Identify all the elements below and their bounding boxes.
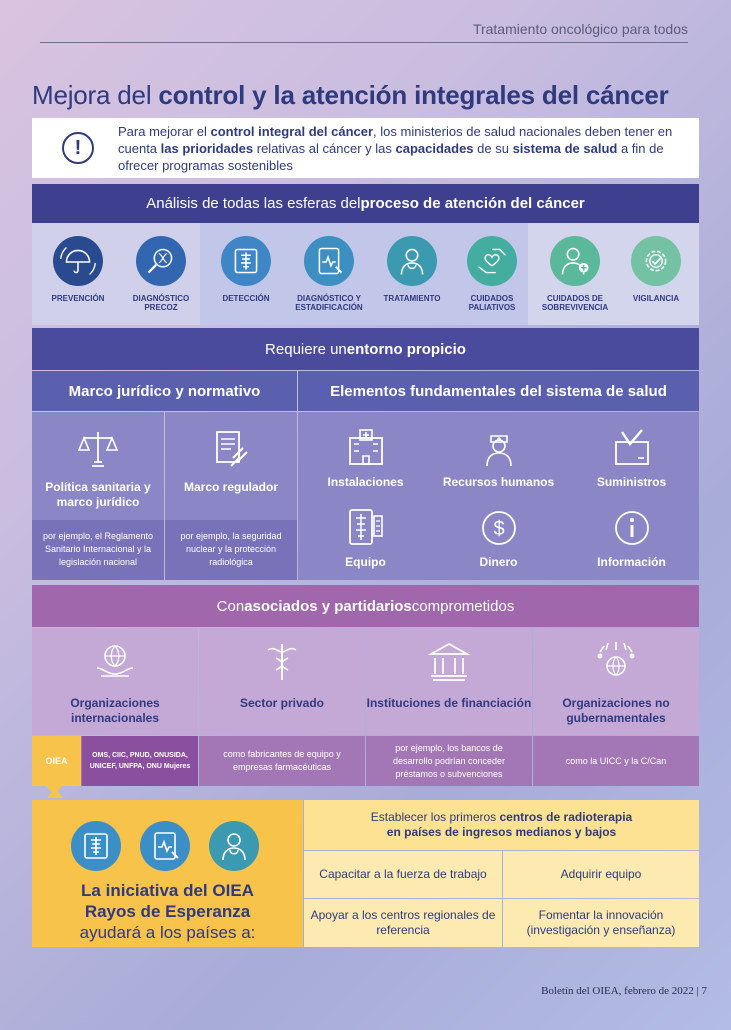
process-band <box>32 223 699 325</box>
rays-goal-centers: Establecer los primeros centros de radioterapia en países de ingresos medianos y bajos <box>304 800 699 850</box>
legal-item-2 <box>165 426 297 495</box>
exclamation-icon: ! <box>62 132 94 164</box>
process-step-6 <box>446 223 538 325</box>
process-step-label: PREVENCIÓN <box>51 294 105 303</box>
process-step-8 <box>610 223 702 325</box>
hospital-icon <box>342 424 390 470</box>
clipboard-chart-icon <box>139 820 191 872</box>
legal-header: Marco jurídico y normativo <box>32 371 297 411</box>
process-step-label: CUIDADOS DE SOBREVIVENCIA <box>541 294 609 312</box>
rays-goal-2: Adquirir equipo <box>503 851 699 898</box>
process-step-7 <box>529 223 621 325</box>
partner-item-title: Instituciones de financiación <box>366 696 532 710</box>
supplies-box-icon <box>608 424 656 470</box>
health-element-label: Instalaciones <box>327 475 404 489</box>
partner-item-4 <box>533 638 699 726</box>
health-element-3 <box>564 424 699 490</box>
process-step-label: VIGILANCIA <box>632 294 680 303</box>
partner-item-2 <box>199 638 365 711</box>
legal-item-1 <box>32 426 164 510</box>
info-icon <box>608 504 656 550</box>
scales-icon <box>74 426 122 472</box>
page-title-part2: control y la atención integrales del cáncer <box>158 80 669 110</box>
doctor-icon <box>208 820 260 872</box>
xray-spine-icon <box>70 820 122 872</box>
process-header: Análisis de todas las esferas del proceso de atención del cáncer <box>32 184 699 223</box>
partner-item-note: como fabricantes de equipo y empresas farmacéuticas <box>223 749 341 772</box>
partner-item-3 <box>366 638 532 711</box>
process-step-1 <box>32 223 124 325</box>
health-system-header: Elementos fundamentales del sistema de salud <box>298 371 699 411</box>
process-step-3 <box>200 223 292 325</box>
health-element-label: Dinero <box>479 555 518 569</box>
process-step-2 <box>115 223 207 325</box>
globe-hands-icon <box>91 638 139 684</box>
intro-text: Para mejorar el control integral del cáncer, los ministerios de salud nacionales deben tener en cuenta las prioridades relativas al cáncer y las capacidades de su sistema de salud a fin de ofrecer programas sostenibles <box>118 123 673 173</box>
rays-goal-4: Fomentar la innovación (investigación y enseñanza) <box>503 899 699 947</box>
rays-title: La iniciativa del OIEA Rayos de Esperanza ayudará a los países a: <box>79 881 256 942</box>
partners-header: Con asociados y partidarios comprometidos <box>32 585 699 627</box>
iaea-tag: OIEA <box>32 736 81 786</box>
health-element-label: Información <box>597 555 666 569</box>
health-element-2 <box>431 424 566 490</box>
caduceus-icon <box>258 638 306 684</box>
health-element-label: Recursos humanos <box>442 475 555 489</box>
partner-item-title: Organizaciones internacionales <box>70 696 160 725</box>
process-step-5 <box>366 223 458 325</box>
process-step-label: CUIDADOS PALIATIVOS <box>468 294 516 312</box>
gear-check-icon <box>631 236 681 286</box>
clipboard-chart-icon <box>304 236 354 286</box>
legal-item-note: por ejemplo, el Reglamento Sanitario Internacional y la legislación nacional <box>42 531 154 567</box>
intro-box <box>32 118 699 178</box>
health-element-label: Suministros <box>596 475 667 489</box>
magnifier-dna-icon <box>136 236 186 286</box>
legal-item-note: por ejemplo, la seguridad nuclear y la protección radiológica <box>180 531 282 567</box>
running-header: Tratamiento oncológico para todos <box>472 21 688 37</box>
page-footer: Boletín del OIEA, febrero de 2022 | 7 <box>541 985 707 997</box>
process-step-label: TRATAMIENTO <box>383 294 441 303</box>
partner-item-1 <box>32 638 198 726</box>
xray-machine-icon <box>342 504 390 550</box>
health-element-6 <box>564 504 699 570</box>
legal-item-title: Política sanitaria y marco jurídico <box>45 480 151 509</box>
people-globe-icon <box>592 638 640 684</box>
svg-text:$: $ <box>492 518 505 540</box>
rays-of-hope-panel <box>32 800 303 947</box>
process-step-4 <box>283 223 375 325</box>
process-step-label: DIAGNÓSTICO Y ESTADIFICACIÓN <box>295 294 363 312</box>
callout-pointer <box>47 788 63 798</box>
international-orgs-list: OMS, CIIC, PNUD, ONUSIDA, UNICEF, UNFPA, ONU Mujeres <box>82 736 198 786</box>
partner-item-note: por ejemplo, los bancos de desarrollo podrían conceder préstamos o subvenciones <box>392 742 506 779</box>
survivor-icon <box>550 236 600 286</box>
health-element-5 <box>431 504 566 570</box>
legal-item-title: Marco regulador <box>183 480 279 494</box>
xray-spine-icon <box>221 236 271 286</box>
dollar-icon <box>475 504 523 550</box>
partner-item-note: como la UICC y la C/Can <box>565 755 667 766</box>
doctor-icon <box>387 236 437 286</box>
page-title-part1: Mejora del <box>32 80 159 110</box>
header-divider <box>40 42 688 43</box>
partner-item-title: Organizaciones no gubernamentales <box>562 696 670 725</box>
umbrella-icon <box>53 236 103 286</box>
process-step-label: DIAGNÓSTICO PRECOZ <box>132 294 190 312</box>
hands-heart-icon <box>467 236 517 286</box>
page-title <box>32 80 669 111</box>
rays-goal-1: Capacitar a la fuerza de trabajo <box>304 851 502 898</box>
rays-goal-3: Apoyar a los centros regionales de referencia <box>304 899 502 947</box>
partner-item-title: Sector privado <box>239 696 325 710</box>
enabling-header: Requiere un entorno propicio <box>32 328 699 370</box>
bank-icon <box>425 638 473 684</box>
process-step-label: DETECCIÓN <box>222 294 270 303</box>
document-gavel-icon <box>207 426 255 472</box>
health-element-1 <box>298 424 433 490</box>
health-element-4 <box>298 504 433 570</box>
nurse-icon <box>475 424 523 470</box>
health-element-label: Equipo <box>345 555 386 569</box>
